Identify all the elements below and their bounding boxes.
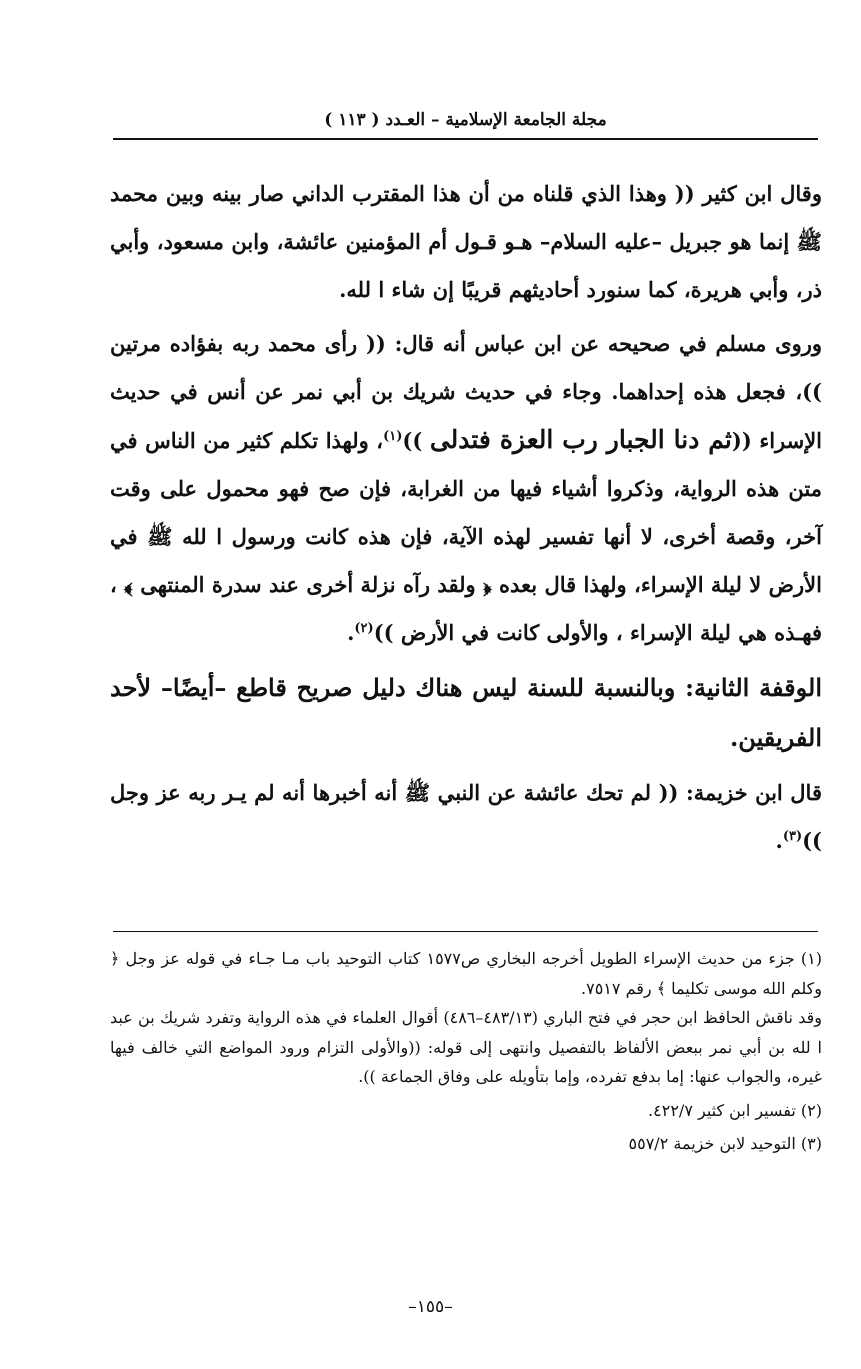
main-text [110,170,822,865]
paragraph-muslim-part3: ، ولهذا تكلم كثير من الناس في متن هذه الرواية، وذكروا أشياء فيها من الغرابة، فإن صح فهو محمول على وقت آخر، وقصة أخرى، لا أنها تفسير لهذه الآية، فإن هذه كانت ورسول ا لله ﷺ في الأرض لا ليلة الإسراء، ولهذا قال بعده ﴿ ولقد رآه نزلة أخرى عند سدرة المنتهى ﴾ ، فهـذه هي ليلة الإسراء ، والأولى كانت في الأرض )) [110,428,822,645]
footnote-3: (٣) التوحيد لابن خزيمة ٥٥٧/٢ [628,1134,822,1153]
footnote-1: (١) جزء من حديث الإسراء الطويل أخرجه البخاري ص١٥٧٧ كتاب التوحيد باب مـا جـاء في قوله عز وجل ﴿ وكلم الله موسى تكليما ﴾ رقم ٧٥١٧. [110,949,823,998]
footnote-ref-3[interactable]: (٣) [782,829,803,844]
paragraph-ibn-khuzaymah-end: . [775,828,783,853]
footnote-1-continued: وقد ناقش الحافظ ابن حجر في فتح الباري (٤٨٣/١٣–٤٨٦) أقوال العلماء في هذه الرواية وتفرد شريك بن عبد ا لله بن أبي نمر ببعض الألفاظ بالتفصيل وانتهى إلى قوله: ((والأولى التزام ورود المواضع التي خالف فيها غيره، والجواب عنها: إما بدفع تفرده، وإما بتأويله على وفاق الجماعة )). [110,1008,822,1086]
running-header: مجلة الجامعة الإسلامية – العـدد ( ١١٣ ) [324,110,607,130]
page-number: –١٥٥– [408,1297,453,1317]
footnote-ref-2[interactable]: (٢) [354,621,374,636]
footnote-2: (٢) تفسير ابن كثير ٤٢٢/٧. [648,1100,822,1120]
paragraph-muslim [110,320,822,657]
footnote-rule [113,931,818,932]
paragraph-muslim-end: . [347,620,355,645]
header-rule [113,138,818,140]
footnote-ref-1[interactable]: (١) [383,429,403,444]
paragraph-ibn-khuzaymah-text: قال ابن خزيمة: (( لم تحك عائشة عن النبي ﷺ أنه أخبرها أنه لم يـر ربه عز وجل )) [110,780,822,853]
section-heading-second-stance: الوقفة الثانية: وبالنسبة للسنة ليس هناك دليل صريح قاطع –أيضًا– لأحد الفريقين. [110,673,822,752]
quran-quote: ثم دنا الجبار رب العزة فتدلى [429,425,732,454]
paragraph-ibn-kathir: وقال ابن كثير (( وهذا الذي قلناه من أن هذا المقترب الداني صار بينه وبين محمد ﷺ إنما هو جبريل –عليه السلام– هـو قـول أم المؤمنين عائشة، وابن مسعود، وأبي ذر، وأبي هريرة، كما سنورد أحاديثهم قريبًا إن شاء ا لله. [110,181,822,302]
footnotes [110,944,822,1159]
paragraph-ibn-khuzaymah [110,769,822,865]
paragraph-muslim-part1: وروى مسلم في صحيحه عن ابن عباس أنه قال: (( رأى محمد ربه بفؤاده مرتين ))، فجعل هذه إحداهما. وجاء في حديث شريك بن أبي نمر عن أنس في حديث الإسراء (( [110,331,823,453]
paragraph-muslim-part2: )) [402,428,430,453]
